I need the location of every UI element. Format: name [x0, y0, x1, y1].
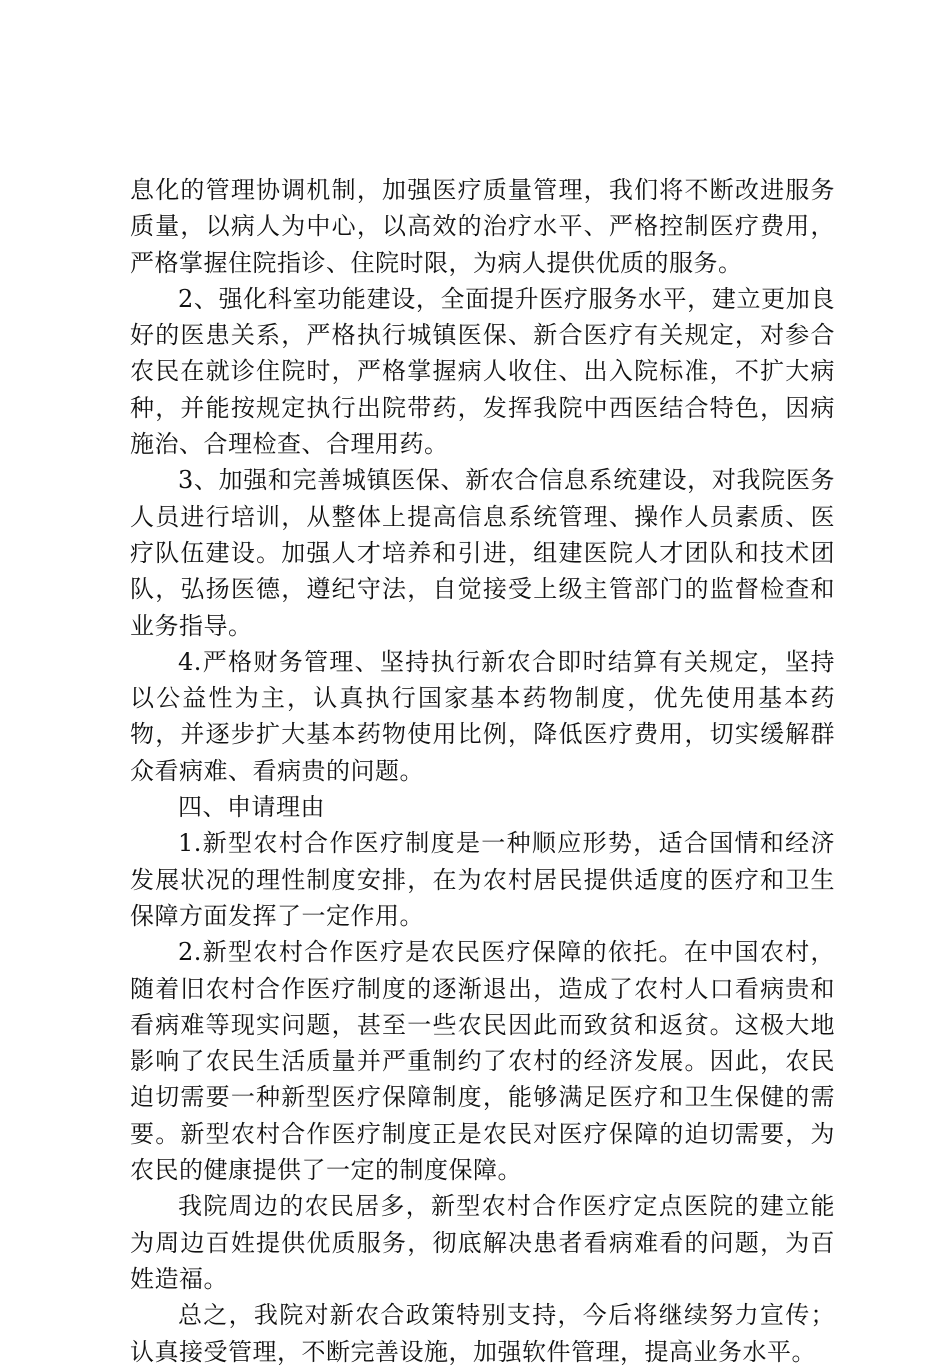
paragraph-conclusion: 总之，我院对新农合政策特别支持，今后将继续努力宣传；认真接受管理，不断完善设施，加强软件管理，提高业务水平。	[130, 1301, 835, 1366]
paragraph-reason-1: 1.新型农村合作医疗制度是一种顺应形势，适合国情和经济发展状况的理性制度安排，在为农村居民提供适度的医疗和卫生保障方面发挥了一定作用。	[130, 829, 835, 930]
paragraph-item-4: 4.严格财务管理、坚持执行新农合即时结算有关规定，坚持以公益性为主，认真执行国家基本药物制度，优先使用基本药物，并逐步扩大基本药物使用比例，降低医疗费用，切实缓解群众看病难、看病贵的问题。	[130, 647, 835, 785]
paragraph-item-2: 2、强化科室功能建设，全面提升医疗服务水平，建立更加良好的医患关系，严格执行城镇医保、新合医疗有关规定，对参合农民在就诊住院时，严格掌握病人收住、出入院标准，不扩大病种，并能按规定执行出院带药，发挥我院中西医结合特色，因病施治、合理检查、合理用药。	[130, 284, 835, 459]
paragraph-continuation: 息化的管理协调机制，加强医疗质量管理，我们将不断改进服务质量，以病人为中心，以高效的治疗水平、严格控制医疗费用，严格掌握住院指诊、住院时限，为病人提供优质的服务。	[130, 176, 835, 277]
paragraph-item-3: 3、加强和完善城镇医保、新农合信息系统建设，对我院医务人员进行培训，从整体上提高信息系统管理、操作人员素质、医疗队伍建设。加强人才培养和引进，组建医院人才团队和技术团队，弘扬医德，遵纪守法，自觉接受上级主管部门的监督检查和业务指导。	[130, 466, 835, 640]
paragraph-reason-2: 2.新型农村合作医疗是农民医疗保障的依托。在中国农村，随着旧农村合作医疗制度的逐渐退出，造成了农村人口看病贵和看病难等现实问题，甚至一些农民因此而致贫和返贫。这极大地影响了农民生活质量并严重制约了农村的经济发展。因此，农民迫切需要一种新型医疗保障制度，能够满足医疗和卫生保健的需要。新型农村合作医疗制度正是农民对医疗保障的迫切需要，为农民的健康提供了一定的制度保障。	[130, 938, 835, 1185]
section-heading-application-reasons: 四、申请理由	[178, 793, 325, 822]
document-body	[130, 172, 835, 1370]
paragraph-local-farmers: 我院周边的农民居多，新型农村合作医疗定点医院的建立能为周边百姓提供优质服务，彻底解决患者看病难看的问题，为百姓造福。	[130, 1192, 835, 1293]
